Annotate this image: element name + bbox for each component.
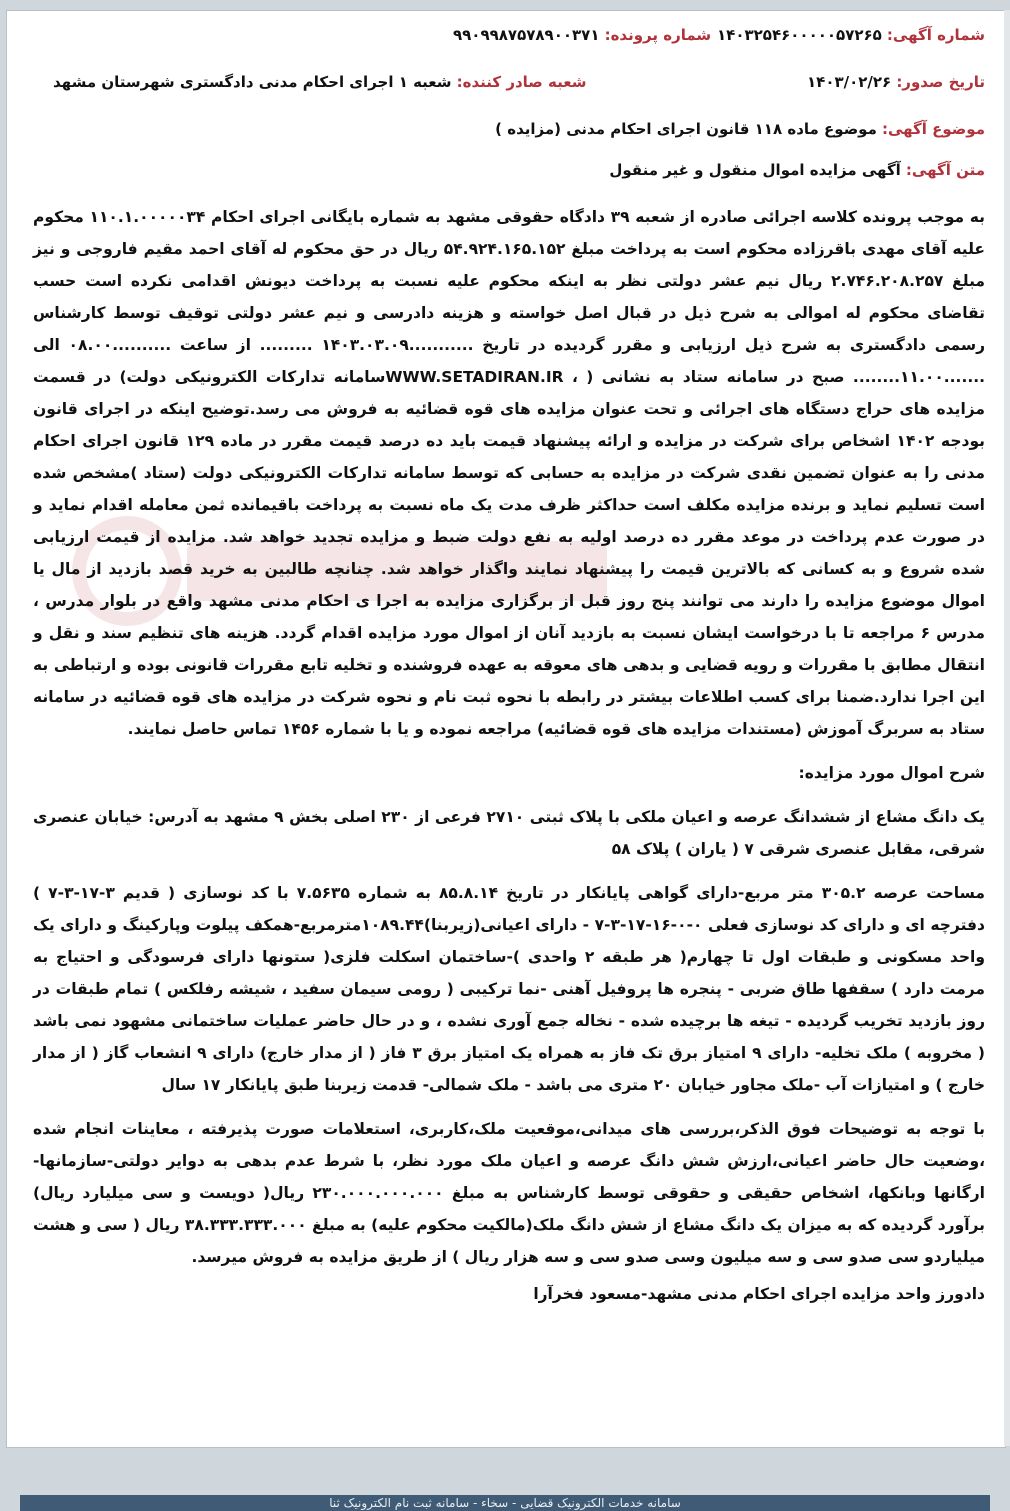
subject-value: موضوع ماده ۱۱۸ قانون اجرای احکام مدنی (مزایده ) <box>495 120 877 138</box>
assets-heading: شرح اموال مورد مزایده: <box>798 764 985 782</box>
asset-paragraph: مساحت عرصه ۳۰۵.۲ متر مربع-دارای گواهی پایانکار در تاریخ ۸۵.۸.۱۴ به شماره ۷.۵۶۳۵ با کد نوسازی ( قدیم ۳-۱۷-۳-۷ ) دفترچه ای و دارای کد نوسازی فعلی ۰-۰-۱۶-۱۷-۳-۷ - دارای اعیانی(زیربنا)۱۰۸۹.۴۴مترمربع-همکف پیلوت وپارکینگ و دارای یک واحد مسکونی و طبقات اول تا چهارم( هر طبقه ۲ واحدی )-ساختمان اسکلت فلزی( ستونها دارای فرسودگی و احتیاج به مرمت دارد ) سقفها طاق ضربی - پنجره ها پروفیل آهنی -نما ترکیبی ( رومی سیمان سفید ، شیشه رفلکس ) تمام طبقات در روز بازدید تخریب گردیده - تیغه ها برچیده شده - نخاله جمع آوری نشده ، و در حال حاضر عملیات ساختمانی مشهود نمی باشد ( مخروبه ) ملک تخلیه- دارای ۹ امتیاز برق تک فاز به همراه یک امتیاز برق ۳ فاز ( از مدار خارج) دارای ۹ انشعاب گاز ( از مدار خارج ) و امتیازات آب -ملک مجاور خیابان ۲۰ متری می باشد - ملک شمالی- قدمت زیربنا طبق پایانکار ۱۷ سال <box>33 884 986 1094</box>
signature: دادورز واحد مزایده اجرای احکام مدنی مشهد-مسعود فخرآرا <box>533 1285 985 1303</box>
header-row-2 <box>33 72 985 91</box>
text-title-field <box>33 160 985 179</box>
notice-number-label: شماره آگهی: <box>886 26 985 44</box>
issuing-branch <box>53 72 586 91</box>
case-number-label: شماره پرونده: <box>604 26 712 44</box>
footer-bar[interactable]: سامانه خدمات الکترونیک قضایی - سخاء - سامانه ثبت نام الکترونیک ثنا <box>20 1495 990 1511</box>
notice-sheet <box>6 10 1006 1448</box>
header-row-1 <box>33 25 985 44</box>
asset-paragraph: با توجه به توضیحات فوق الذکر،بررسی های میدانی،موقعیت ملک،کاربری، استعلامات صورت پذیرفته ، معاینات انجام شده ،وضعیت حال حاضر اعیانی،ارزش شش دانگ عرصه و اعیان ملک مورد نظر، با شرط عدم بدهی به دوایر دولتی-سازمانها- ارگانها وبانکها، اشخاص حقیقی و حقوقی توسط کارشناس به مبلغ ۲۳۰.۰۰۰.۰۰۰.۰۰۰ ریال( دویست و سی میلیارد ریال) برآورد گردیده که به میزان یک دانگ مشاع از شش دانگ ملک(مالکیت محکوم علیه) به مبلغ ۳۸.۳۳۳.۳۳۳.۰۰۰ ریال ( سی و هشت میلیاردو سی صدو سی و سه میلیون وسی صدو سی و سه هزار ریال ) از طریق مزایده به فروش میرسد. <box>33 1120 985 1266</box>
issuing-branch-value: شعبه ۱ اجرای احکام مدنی دادگستری شهرستان مشهد <box>53 73 452 91</box>
issue-date-label: تاریخ صدور: <box>896 73 985 91</box>
scrollbar[interactable] <box>1004 10 1010 1446</box>
notice-content <box>33 25 985 1303</box>
notice-number <box>717 25 985 44</box>
issue-date <box>807 72 985 91</box>
issuing-branch-label: شعبه صادر کننده: <box>456 73 587 91</box>
issue-date-value: ۱۴۰۳/۰۲/۲۶ <box>807 73 892 91</box>
text-title-label: متن آگهی: <box>905 161 985 179</box>
notice-paragraph: به موجب پرونده کلاسه اجرائی صادره از شعبه ۳۹ دادگاه حقوقی مشهد به شماره بایگانی اجرای احکام ۱۱۰.۱.۰۰۰۰۰۳۴ محکوم علیه آقای مهدی باقرزاده محکوم است به پرداخت مبلغ ۵۴.۹۲۴.۱۶۵.۱۵۲ ریال در حق محکوم له آقای احمد مقیم فاروجی و نیز مبلغ ۲.۷۴۶.۲۰۸.۲۵۷ ریال نیم عشر دولتی نظر به اینکه محکوم علیه نسبت به پرداخت دیونش اقدامی نکرده است حسب تقاضای محکوم له اموالی به شرح ذیل در قبال اصل خواسته و هزینه دادرسی و نیم عشر دولتی توقیف توسط کارشناس رسمی دادگستری به شرح ذیل ارزیابی و مقرر گردیده در تاریخ ...........۱۴۰۳.۰۳.۰۹ ......... از ساعت ..........۰۸.۰۰ الی .......۱۱.۰۰........ صبح در سامانه ستاد به نشانی ( ، WWW.SETADIRAN.IRسامانه تدارکات الکترونیکی دولت) در قسمت مزایده های حراج دستگاه های اجرائی و تحت عنوان مزایده های قوه قضائیه به فروش می رسد.توضیح اینکه در اجرای قانون بودجه ۱۴۰۲ اشخاص برای شرکت در مزایده و ارائه پیشنهاد قیمت باید ده درصد قیمت مقرر در ماده ۱۲۹ قانون اجرای احکام مدنی را به عنوان تضمین نقدی شرکت در مزایده به حسابی که توسط سامانه تدارکات الکترونیکی دولت (ستاد )مشخص شده است تسلیم نماید و برنده مزایده مکلف است حداکثر ظرف مدت یک ماه نسبت به پرداخت باقیمانده ثمن معامله اقدام نماید و در صورت عدم پرداخت در موعد مقرر ده درصد اولیه به نفع دولت ضبط و مزایده تجدید خواهد شد. مزایده از قیمت ارزیابی شده شروع و به کسانی که بالاترین قیمت را پیشنهاد نمایند واگذار خواهد شد. چنانچه طالبین به خرید قصد بازدید از مال یا اموال موضوع مزایده را دارند می توانند پنج روز قبل از برگزاری مزایده به اجرا ی احکام مدنی مشهد واقع در بلوار مدرس ، مدرس ۶ مراجعه تا با درخواست ایشان نسبت به بازدید آنان از اموال مورد مزایده اقدام گردد. هزینه های تنظیم سند و نقل و انتقال مطابق با مقررات و رویه قضایی و بدهی های معوقه به عهده فروشنده و تخلیه تابع مقررات قانونی بوده و ارتباطی به این اجرا ندارد.ضمنا برای کسب اطلاعات بیشتر در رابطه با نحوه ثبت نام و نحوه شرکت در مزایده های قوه قضائیه در سامانه ستاد به سربرگ آموزش (مستندات مزایده های قوه قضائیه) مراجعه نموده و یا با شماره ۱۴۵۶ تماس حاصل نمایند. <box>33 208 986 738</box>
notice-number-value: ۱۴۰۳۲۵۴۶۰۰۰۰۰۵۷۲۶۵ <box>717 26 882 44</box>
subject-label: موضوع آگهی: <box>881 120 985 138</box>
case-number <box>453 25 711 44</box>
case-number-value: ۹۹۰۹۹۸۷۵۷۸۹۰۰۳۷۱ <box>453 26 600 44</box>
text-title-value: آگهی مزایده اموال منقول و غیر منقول <box>609 161 901 179</box>
asset-paragraph: یک دانگ مشاع از ششدانگ عرصه و اعیان ملکی با پلاک ثبتی ۲۷۱۰ فرعی از ۲۳۰ اصلی بخش ۹ مشهد به آدرس: خیابان عنصری شرقی، مقابل عنصری شرقی ۷ ( یاران ) پلاک ۵۸ <box>33 808 985 858</box>
subject-field <box>33 119 985 138</box>
